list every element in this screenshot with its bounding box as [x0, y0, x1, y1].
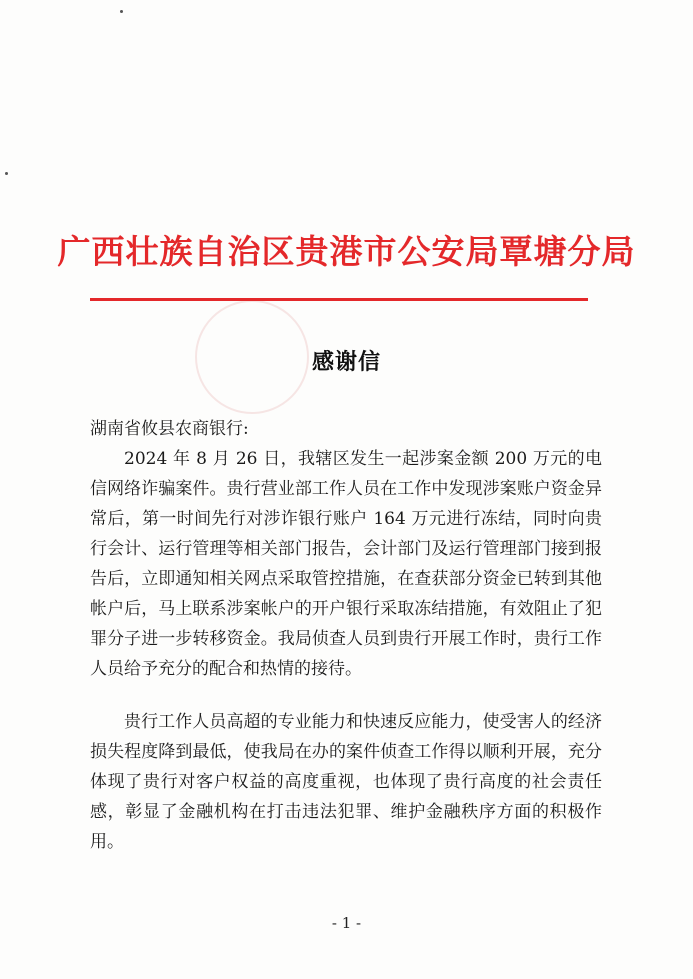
salutation: 湖南省攸县农商银行: [90, 419, 249, 439]
body-paragraph: 2024 年 8 月 26 日，我辖区发生一起涉案金额 200 万元的电信网络诈骗案件。贵行营业部工作人员在工作中发现涉案账户资金异常后，第一时间先行对涉诈银行账户 164 万元进行冻结，同时向贵行会计、运行管理等相关部门报告，会计部门及运行管理部门接到报告后，立即通知相关网点采取管控措施，在查获部分资金已转到其他帐户后，马上联系涉案帐户的开户银行采取冻结措施，有效阻止了犯罪分子进一步转移资金。我局侦查人员到贵行开展工作时，贵行工作人员给予充分的配合和热情的接待。 [90, 449, 602, 679]
scan-speck [5, 172, 8, 175]
letterhead-title: 广西壮族自治区贵港市公安局覃塘分局 [57, 232, 636, 271]
letterhead-red-rule [90, 298, 588, 301]
page-number: - 1 - [331, 914, 362, 932]
scan-speck [120, 10, 123, 13]
letter-title: 感谢信 [311, 349, 381, 375]
body-paragraph: 贵行工作人员高超的专业能力和快速反应能力，使受害人的经济损失程度降到最低，使我局在办的案件侦查工作得以顺利开展，充分体现了贵行对客户权益的高度重视，也体现了贵行高度的社会责任感，彰显了金融机构在打击违法犯罪、维护金融秩序方面的积极作用。 [90, 712, 602, 852]
